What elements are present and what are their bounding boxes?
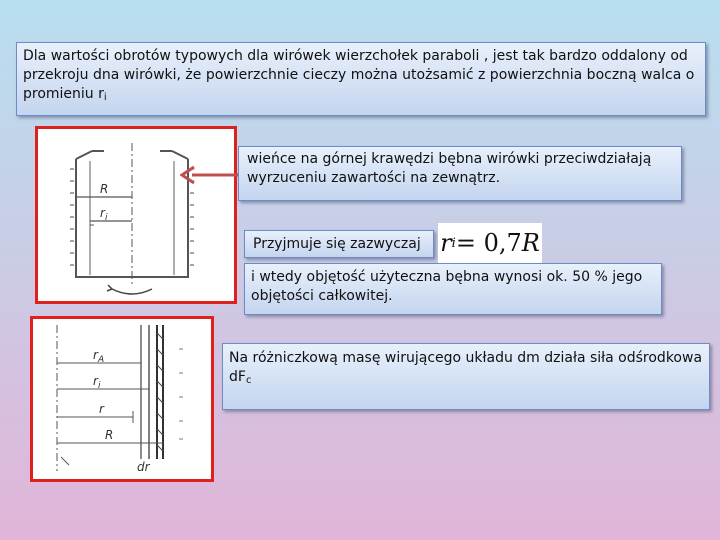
assumption-text-box <box>244 230 434 258</box>
rims-text: wieńce na górnej krawędzi bębna wirówki przeciwdziałają wyrzuceniu zawartości na zewnątrz. <box>247 151 652 186</box>
force-subscript: c <box>245 375 252 386</box>
force-text: Na różniczkową masę wirującego układu dm działa siła odśrodkowa dF <box>229 350 703 385</box>
formula-value: = 0,7 <box>455 229 522 257</box>
volume-text: i wtedy objętość użyteczna bębna wynosi ok. 50 % jego objętości całkowitej. <box>251 269 643 304</box>
label-ri-bottom: $r_i$ <box>93 374 101 391</box>
label-dr: dr <box>137 460 150 474</box>
label-ri: $r_i$ <box>100 206 108 223</box>
intro-text: Dla wartości obrotów typowych dla wirówek wierzchołek paraboli , jest tak bardzo oddalony od przekroju dna wirówki, że powierzchnie cieczy można utożsamić z powierzchnia boczną walca o promieniu r <box>23 48 695 102</box>
wall-element-diagram <box>30 316 214 482</box>
label-R: R <box>100 182 109 196</box>
formula-R: R <box>521 229 540 257</box>
centrifuge-drum-diagram <box>35 126 237 304</box>
force-text-box <box>222 343 710 410</box>
drum-cross-section-svg <box>38 129 234 301</box>
intro-subscript: i <box>103 92 107 103</box>
intro-text-box <box>16 42 706 116</box>
radius-formula <box>438 223 542 263</box>
wall-section-svg <box>33 319 211 479</box>
label-r: r <box>99 402 104 416</box>
formula-sub: i <box>451 235 456 251</box>
rims-text-box <box>238 146 682 201</box>
label-R-bottom: R <box>105 428 114 442</box>
label-rA: $r_A$ <box>93 348 105 365</box>
pointer-arrow-icon <box>180 160 242 190</box>
assumption-text: Przyjmuje się zazwyczaj <box>253 236 421 252</box>
formula-r: r <box>440 229 452 257</box>
volume-text-box <box>244 263 662 315</box>
